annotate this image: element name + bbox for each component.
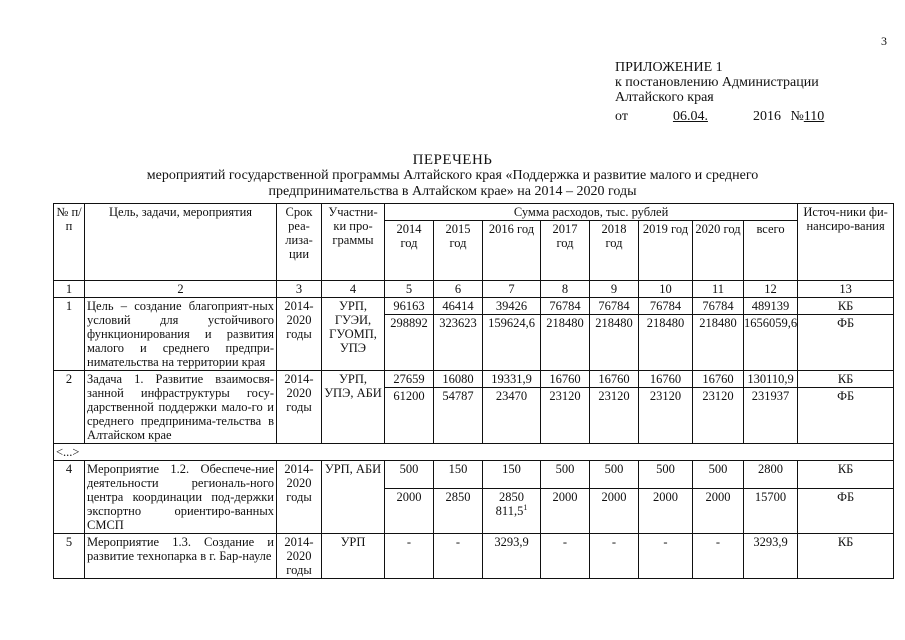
header-row — [54, 204, 894, 221]
cell-2018: 76784 218480 — [590, 298, 639, 371]
table-row — [54, 534, 894, 579]
cell-source: КБ ФБ — [798, 371, 894, 444]
row-participants: УРП — [322, 534, 385, 579]
cell-2018: - — [590, 534, 639, 579]
header-total: всего — [744, 221, 798, 281]
column-number: 7 — [483, 281, 541, 298]
header-participants: Участни-ки про-граммы — [322, 204, 385, 281]
row-term: 2014-2020 годы — [277, 371, 322, 444]
cell-2016: 39426 159624,6 — [483, 298, 541, 371]
cell-source: КБ — [798, 534, 894, 579]
cell-2017: 76784 218480 — [541, 298, 590, 371]
heading — [0, 152, 905, 200]
cell-2015: - — [434, 534, 483, 579]
page-number: 3 — [881, 34, 887, 48]
column-number: 10 — [639, 281, 693, 298]
row-participants: УРП, ГУЭИ, ГУОМП, УПЭ — [322, 298, 385, 371]
header-expenses: Сумма расходов, тыс. рублей — [385, 204, 798, 221]
cell-2019: 500 2000 — [639, 461, 693, 534]
decree-number: 110 — [803, 109, 825, 124]
header-year: 2017 год — [541, 221, 590, 281]
column-numbers-row — [54, 281, 894, 298]
from-label: от — [615, 109, 628, 124]
cell-2016: 3293,9 — [483, 534, 541, 579]
heading-line: предпринимательства в Алтайском крае» на 2014 – 2020 годы — [268, 184, 637, 199]
cell-2019: 16760 23120 — [639, 371, 693, 444]
cell-2015: 150 2850 — [434, 461, 483, 534]
column-number: 2 — [85, 281, 277, 298]
heading-title: ПЕРЕЧЕНЬ — [412, 152, 493, 168]
cell-2015: 46414 323623 — [434, 298, 483, 371]
column-number: 1 — [54, 281, 85, 298]
cell-total: 130110,9 231937 — [744, 371, 798, 444]
header-year: 2014 год — [385, 221, 434, 281]
row-term: 2014-2020 годы — [277, 298, 322, 371]
cell-source: КБ ФБ — [798, 298, 894, 371]
cell-2016: 150 2850 811,5$^1$ — [483, 461, 541, 534]
decree-date: 06.04. — [672, 109, 708, 124]
row-participants: УРП, АБИ — [322, 461, 385, 534]
cell-2020: 76784 218480 — [693, 298, 744, 371]
number-label: № — [790, 109, 804, 124]
column-number: 4 — [322, 281, 385, 298]
column-number: 11 — [693, 281, 744, 298]
fb-note: 811,5$^1$ — [495, 502, 528, 518]
cell-2018: 16760 23120 — [590, 371, 639, 444]
cell-2020: 500 2000 — [693, 461, 744, 534]
appendix-title: ПРИЛОЖЕНИЕ 1 — [615, 60, 723, 75]
cell-2014: 96163 298892 — [385, 298, 434, 371]
omitted-marker: <...> — [54, 444, 894, 461]
row-num: 4 — [54, 461, 85, 534]
row-num: 5 — [54, 534, 85, 579]
column-number: 6 — [434, 281, 483, 298]
header-year: 2019 год — [639, 221, 693, 281]
cell-source: КБ ФБ — [798, 461, 894, 534]
row-num: 2 — [54, 371, 85, 444]
header-num: № п/п — [54, 204, 85, 281]
cell-2017: - — [541, 534, 590, 579]
cell-2019: 76784 218480 — [639, 298, 693, 371]
cell-2018: 500 2000 — [590, 461, 639, 534]
appendix-line: Алтайского края — [615, 90, 714, 105]
cell-2015: 16080 54787 — [434, 371, 483, 444]
row-name: Задача 1. Развитие взаимосвя-занной инфраструктуры госу-дарственной поддержки мало-го и среднего предпринима-тельства в Алтайском крае — [85, 371, 277, 444]
measures-table — [53, 203, 894, 579]
row-num: 1 — [54, 298, 85, 371]
header-year: 2016 год — [483, 221, 541, 281]
table-row — [54, 298, 894, 371]
header-sources: Источ-ники фи-нансиро-вания — [798, 204, 894, 281]
cell-2016: 19331,9 23470 — [483, 371, 541, 444]
row-name: Мероприятие 1.2. Обеспече-ние деятельности региональ-ного центра координации под-держки экспортно ориентиро-ванных СМСП — [85, 461, 277, 534]
appendix-line: к постановлению Администрации — [615, 75, 819, 90]
appendix-date-row — [615, 109, 824, 124]
column-number: 9 — [590, 281, 639, 298]
cell-2014: - — [385, 534, 434, 579]
cell-total: 2800 15700 — [744, 461, 798, 534]
table-row — [54, 371, 894, 444]
appendix-block — [615, 60, 824, 124]
row-term: 2014-2020 годы — [277, 461, 322, 534]
header-year: 2020 год — [693, 221, 744, 281]
cell-2017: 500 2000 — [541, 461, 590, 534]
cell-total: 3293,9 — [744, 534, 798, 579]
row-participants: УРП, УПЭ, АБИ — [322, 371, 385, 444]
column-number: 8 — [541, 281, 590, 298]
cell-2020: 16760 23120 — [693, 371, 744, 444]
column-number: 3 — [277, 281, 322, 298]
cell-2019: - — [639, 534, 693, 579]
header-goal: Цель, задачи, мероприятия — [85, 204, 277, 281]
header-year: 2018 год — [590, 221, 639, 281]
heading-line: мероприятий государственной программы Алтайского края «Поддержка и развитие малого и среднего — [146, 168, 759, 183]
row-name: Цель – создание благоприят-ных условий для устойчивого функционирования и развития малого и среднего предпри-нимательства на территории края — [85, 298, 277, 371]
cell-2017: 16760 23120 — [541, 371, 590, 444]
cell-2014: 500 2000 — [385, 461, 434, 534]
cell-total: 489139 1656059,6 — [744, 298, 798, 371]
table-row — [54, 461, 894, 534]
column-number: 5 — [385, 281, 434, 298]
header-term: Срок реа-лиза-ции — [277, 204, 322, 281]
column-number: 12 — [744, 281, 798, 298]
decree-year: 2016 — [752, 109, 781, 124]
header-year: 2015 год — [434, 221, 483, 281]
cell-2020: - — [693, 534, 744, 579]
row-name: Мероприятие 1.3. Создание и развитие технопарка в г. Бар-науле — [85, 534, 277, 579]
omitted-rows — [54, 444, 894, 461]
row-term: 2014-2020 годы — [277, 534, 322, 579]
column-number: 13 — [798, 281, 894, 298]
cell-2014: 27659 61200 — [385, 371, 434, 444]
